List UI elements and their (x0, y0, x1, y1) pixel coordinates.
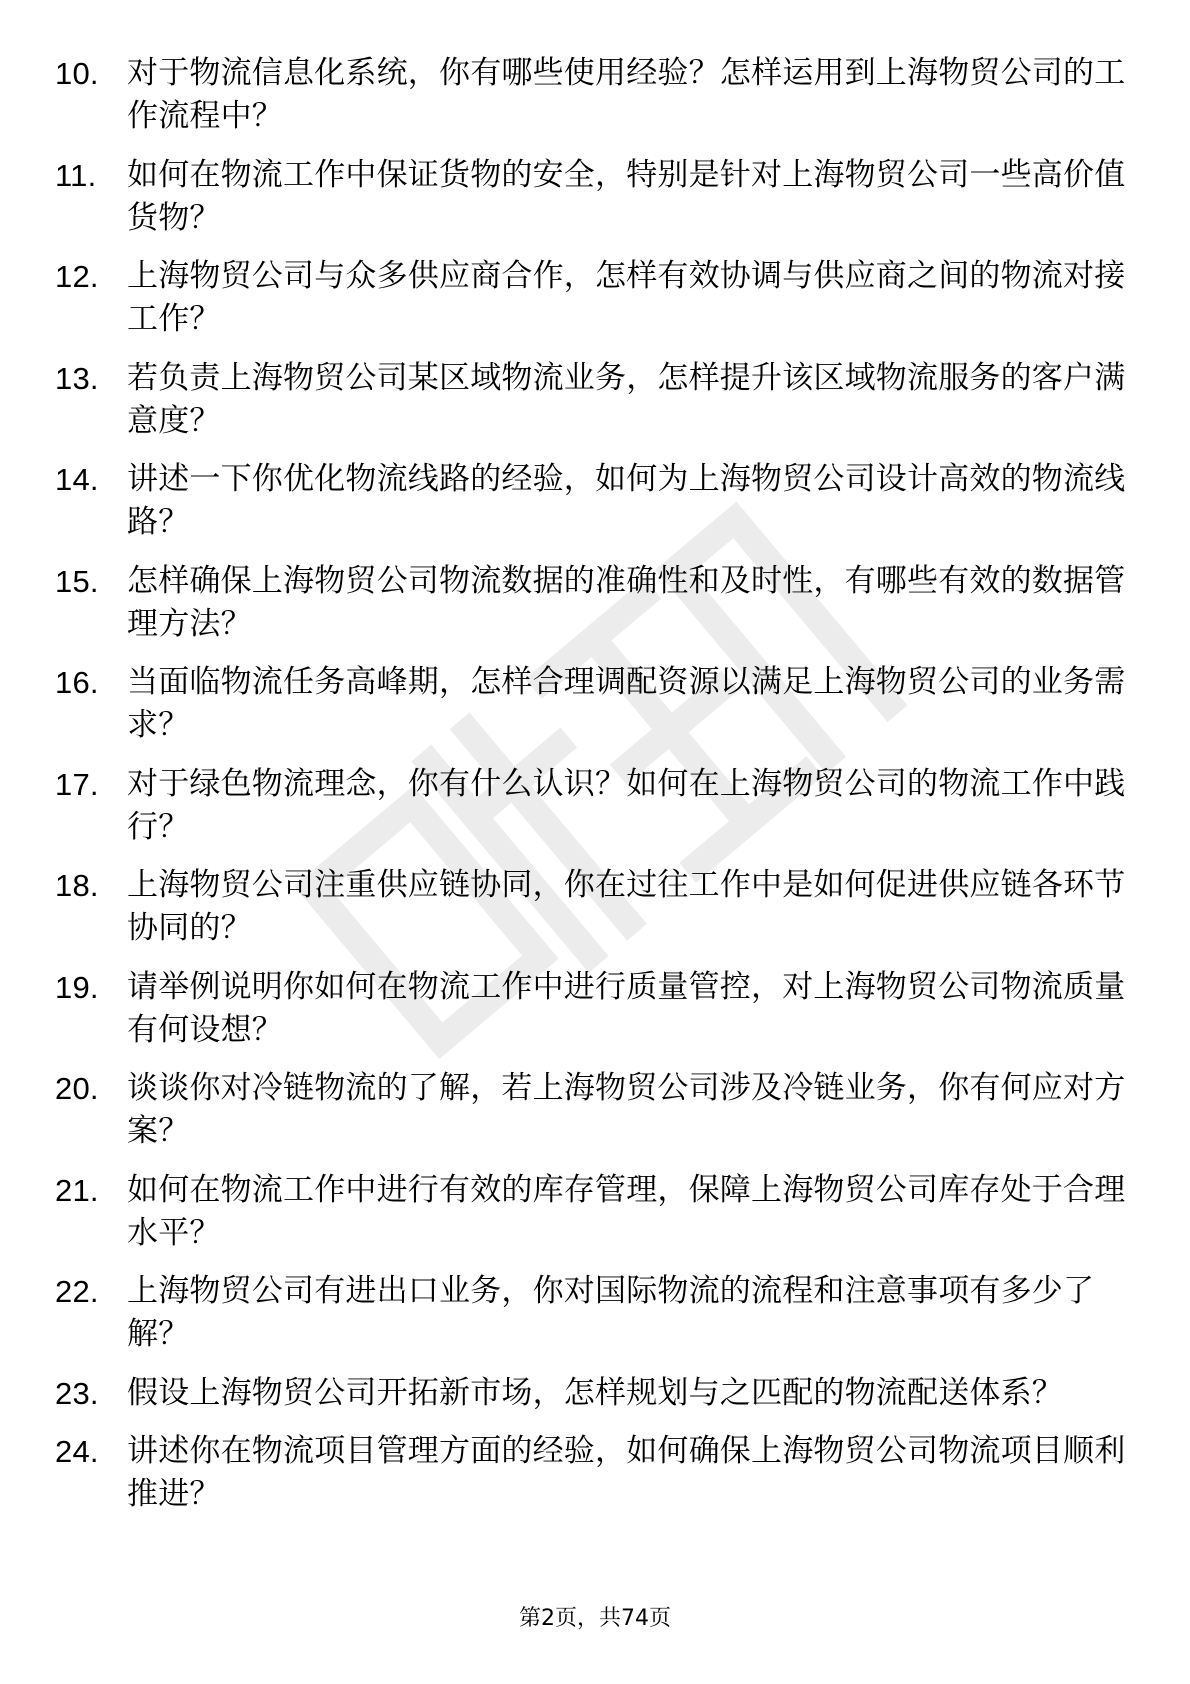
question-list (55, 52, 1135, 1532)
page-footer (0, 1604, 1190, 1634)
list-item (55, 1270, 1135, 1356)
question-text: 上海物贸公司有进出口业务，你对国际物流的流程和注意事项有多少了解？ (127, 1273, 1095, 1352)
question-number: 12. (55, 259, 99, 294)
question-number: 15. (55, 563, 99, 599)
question-number: 17. (55, 766, 99, 802)
list-item (55, 154, 1135, 240)
list-item (55, 1067, 1135, 1153)
list-item (55, 966, 1135, 1052)
question-number: 22. (55, 1274, 99, 1309)
question-text: 假设上海物贸公司开拓新市场，怎样规划与之匹配的物流配送体系？ (127, 1374, 1063, 1411)
question-text: 讲述你在物流项目管理方面的经验，如何确保上海物贸公司物流项目顺利推进？ (127, 1433, 1126, 1512)
question-text: 如何在物流工作中保证货物的安全，特别是针对上海物贸公司一些高价值货物？ (127, 156, 1126, 236)
list-item (55, 458, 1135, 544)
list-item (55, 1430, 1135, 1516)
question-text: 当面临物流任务高峰期，怎样合理调配资源以满足上海物贸公司的业务需求？ (127, 664, 1126, 743)
question-number: 18. (55, 868, 99, 903)
list-item (55, 763, 1135, 849)
question-number: 24. (55, 1434, 99, 1469)
list-item (55, 661, 1135, 747)
question-text: 对于物流信息化系统，你有哪些使用经验？怎样运用到上海物贸公司的工作流程中？ (127, 55, 1126, 134)
question-number: 19. (55, 969, 99, 1005)
question-number: 21. (55, 1172, 99, 1208)
list-item (55, 255, 1135, 341)
question-text: 如何在物流工作中进行有效的库存管理，保障上海物贸公司库存处于合理水平？ (127, 1171, 1126, 1251)
list-item (55, 864, 1135, 950)
question-text: 谈谈你对冷链物流的了解，若上海物贸公司涉及冷链业务，你有何应对方案？ (127, 1070, 1126, 1149)
question-number: 10. (55, 56, 99, 91)
question-number: 16. (55, 665, 99, 700)
question-number: 13. (55, 360, 99, 396)
question-text: 上海物贸公司与众多供应商合作，怎样有效协调与供应商之间的物流对接工作？ (127, 258, 1126, 337)
question-text: 讲述一下你优化物流线路的经验，如何为上海物贸公司设计高效的物流线路？ (127, 461, 1126, 540)
question-number: 20. (55, 1071, 99, 1106)
question-number: 14. (55, 462, 99, 497)
list-item (55, 357, 1135, 443)
list-item (55, 560, 1135, 646)
question-text: 上海物贸公司注重供应链协同，你在过往工作中是如何促进供应链各环节协同的？ (127, 867, 1126, 946)
question-number: 11. (55, 157, 97, 193)
list-item (55, 1372, 1135, 1415)
page-number-label: 第2页，共74页 (519, 1606, 671, 1631)
question-text: 请举例说明你如何在物流工作中进行质量管控，对上海物贸公司物流质量有何设想？ (127, 968, 1126, 1048)
question-text: 对于绿色物流理念，你有什么认识？如何在上海物贸公司的物流工作中践行？ (127, 765, 1126, 845)
list-item (55, 1169, 1135, 1255)
question-text: 怎样确保上海物贸公司物流数据的准确性和及时性，有哪些有效的数据管理方法？ (127, 562, 1126, 642)
list-item (55, 52, 1135, 138)
question-text: 若负责上海物贸公司某区域物流业务，怎样提升该区域物流服务的客户满意度？ (127, 359, 1126, 439)
question-number: 23. (55, 1375, 99, 1411)
